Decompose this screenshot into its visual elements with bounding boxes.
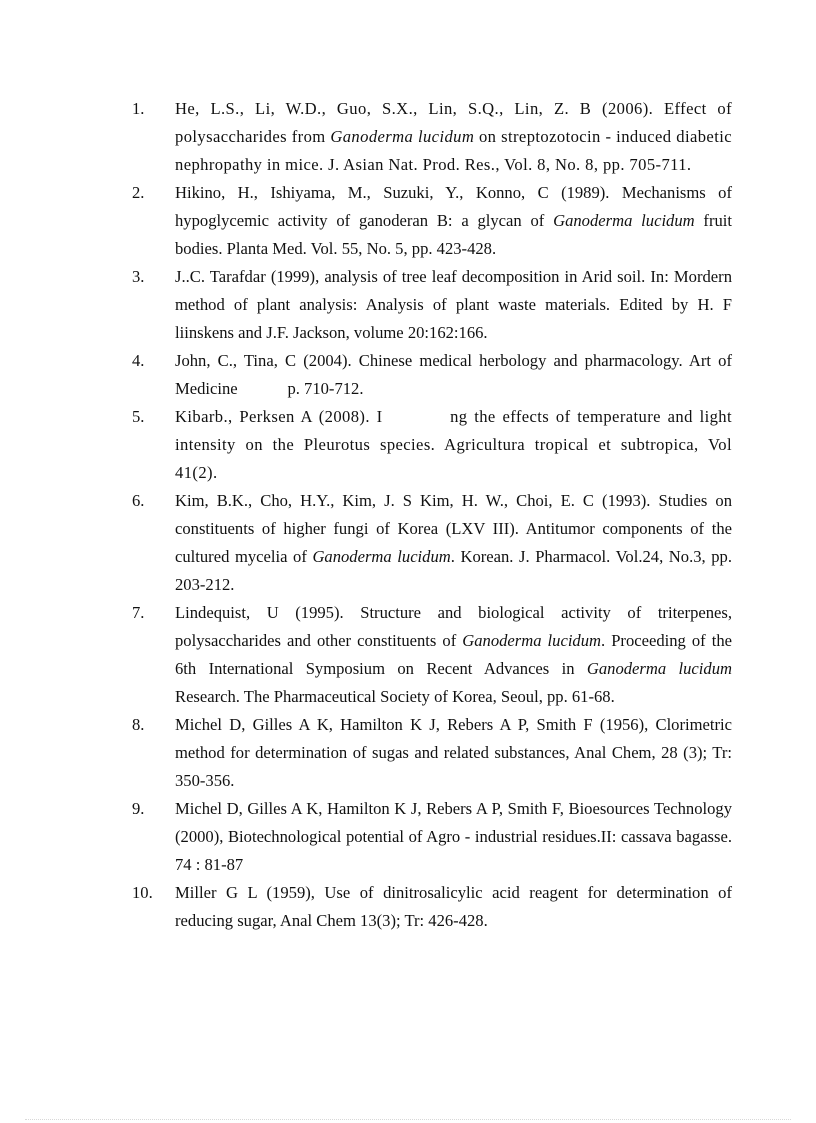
reference-text: Miller G L (1959), Use of dinitrosalicylic acid reagent for determination of reducing sugar, Anal Chem 13(3); Tr: 426-428. (175, 883, 732, 930)
reference-item (132, 795, 732, 879)
reference-number: 3. (132, 267, 145, 286)
reference-item (132, 879, 732, 935)
reference-text: Hikino, H., Ishiyama, M., Suzuki, Y., Konno, C (1989). Mechanisms of hypoglycemic activity of ganoderan B: a glycan of Ganoderma lucidum fruit bodies. Planta Med. Vol. 55, No. 5, pp. 423-428. (175, 183, 732, 258)
reference-number: 5. (132, 407, 145, 426)
reference-number: 9. (132, 799, 145, 818)
reference-text: Michel D, Gilles A K, Hamilton K J, Rebers A P, Smith F, Bioesources Technology (2000), Biotechnological potential of Agro - industrial residues.II: cassava bagasse. 74 : 81-87 (175, 799, 732, 874)
reference-number: 8. (132, 715, 145, 734)
reference-number: 1. (132, 99, 145, 118)
reference-number: 6. (132, 491, 145, 510)
reference-text: Kim, B.K., Cho, H.Y., Kim, J. S Kim, H. W., Choi, E. C (1993). Studies on constituents of higher fungi of Korea (LXV III). Antitumor components of the cultured mycelia of Ganoderma lucidum. Korean. J. Pharmacol. Vol.24, No.3, pp. 203-212. (175, 491, 732, 594)
reference-number: 4. (132, 351, 145, 370)
reference-number: 2. (132, 183, 145, 202)
reference-text: Kibarb., Perksen A (2008). I ng the effects of temperature and light intensity on the Pleurotus species. Agricultura tropical et subtropica, Vol 41(2). (175, 407, 737, 482)
reference-item (132, 263, 732, 347)
reference-item (132, 599, 732, 711)
reference-text: Lindequist, U (1995). Structure and biological activity of triterpenes, polysaccharides and other constituents of Ganoderma lucidum. Proceeding of the 6th International Symposium on Recent Advances in Ganoderma lucidum Research. The Pharmaceutical Society of Korea, Seoul, pp. 61-68. (175, 603, 732, 706)
reference-list (132, 95, 737, 935)
reference-text: He, L.S., Li, W.D., Guo, S.X., Lin, S.Q., Lin, Z. B (2006). Effect of polysaccharides from Ganoderma lucidum on streptozotocin - induced diabetic nephropathy in mice. J. Asian Nat. Prod. Res., Vol. 8, No. 8, pp. 705-711. (175, 99, 732, 174)
reference-item (132, 711, 732, 795)
page-bottom-divider (25, 1119, 791, 1120)
reference-item (132, 347, 737, 403)
reference-item (132, 95, 732, 179)
reference-number: 10. (132, 883, 153, 902)
reference-item (132, 179, 732, 263)
reference-number: 7. (132, 603, 145, 622)
reference-text: J..C. Tarafdar (1999), analysis of tree leaf decomposition in Arid soil. In: Mordern method of plant analysis: Analysis of plant waste materials. Edited by H. F liinskens and J.F. Jackson, volume 20:162:166. (175, 267, 732, 342)
reference-text: John, C., Tina, C (2004). Chinese medical herbology and pharmacology. Art of Medicine p. 710-712. (175, 351, 737, 398)
reference-item (132, 487, 732, 599)
reference-item (132, 403, 737, 487)
reference-text: Michel D, Gilles A K, Hamilton K J, Rebers A P, Smith F (1956), Clorimetric method for determination of sugas and related substances, Anal Chem, 28 (3); Tr: 350-356. (175, 715, 732, 790)
